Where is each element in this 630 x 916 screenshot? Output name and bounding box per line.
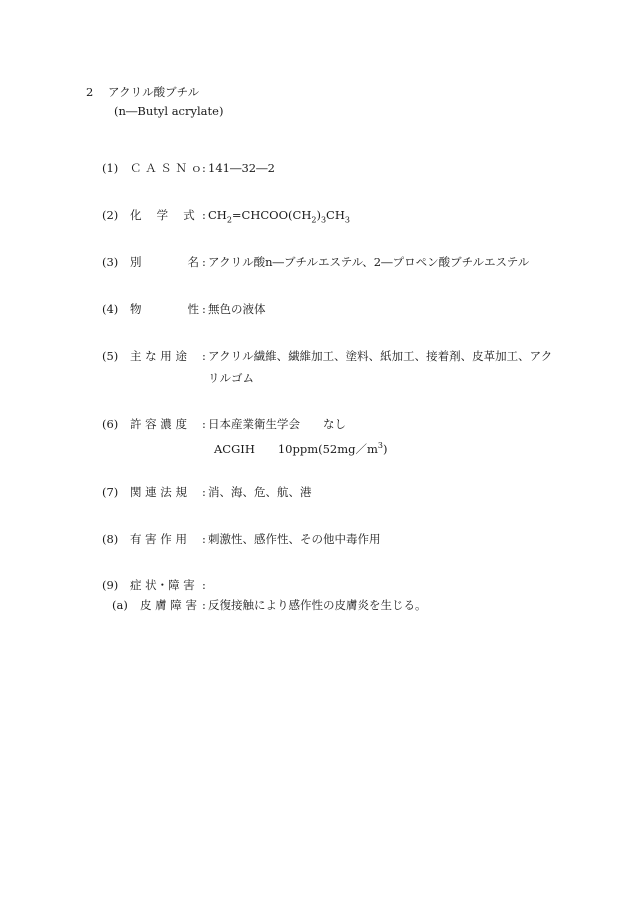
item-label: 症 状・障 害 — [130, 578, 195, 592]
item-value: アクリル繊維、繊維加工、塗料、紙加工、接着剤、皮革加工、アクリルゴム — [208, 349, 553, 385]
acgih-limit: ACGIH $10ppm(52mg/m^3)$ — [214, 441, 388, 456]
item-label: 物 性 — [130, 302, 199, 316]
item-label: 主 な 用 途 — [130, 349, 187, 363]
item-index: (2) — [102, 208, 119, 222]
item-value: 刺激性、感作性、その他中毒作用 — [208, 532, 381, 546]
item-value — [208, 413, 558, 460]
item-label: 有 害 作 用 — [130, 532, 187, 546]
section-number: 2 — [86, 85, 94, 99]
item-index: (9) — [102, 578, 119, 592]
section-heading — [86, 84, 199, 100]
item-synonyms: (3) 別 名 : アクリル酸n―ブチルエステル、2―プロペン酸ブチルエステル — [102, 251, 529, 273]
subitem-index: (a) — [112, 598, 128, 612]
item-chemical-formula: (2) 化 学 式 : $CH_2=CHCOO(CH_2)_3CH_3$ — [102, 204, 558, 231]
item-index: (4) — [102, 302, 119, 316]
item-main-uses: (5) 主 な 用 途 : アクリル繊維、繊維加工、塗料、紙加工、接着剤、皮革加工、アクリルゴム — [102, 345, 553, 389]
subitem-value: 反復接触により感作性の皮膚炎を生じる。 — [208, 598, 427, 612]
item-label: Ｃ Ａ Ｓ Ｎ ｏ — [130, 161, 203, 175]
subitem-skin-disorder: (a) 皮 膚 障 害 : 反復接触により感作性の皮膚炎を生じる。 — [112, 594, 427, 616]
item-value: 消、海、危、航、港 — [208, 485, 312, 499]
item-index: (5) — [102, 349, 119, 363]
item-index: (7) — [102, 485, 119, 499]
item-exposure-limit: (6) 許 容 濃 度 : 日本産業衛生学会 なし ACGIH $10ppm(52mg/m^3)$ — [102, 413, 558, 460]
item-properties: (4) 物 性 : 無色の液体 — [102, 298, 558, 320]
section-english-name: (n―Butyl acrylate) — [114, 104, 224, 118]
item-value: アクリル酸n―ブチルエステル、2―プロペン酸ブチルエステル — [208, 255, 530, 269]
chemical-formula: $CH_2=CHCOO(CH_2)_3CH_3$ — [208, 208, 350, 225]
item-index: (8) — [102, 532, 119, 546]
item-symptoms: (9) 症 状・障 害 : — [102, 574, 208, 596]
item-related-laws: (7) 関 連 法 規 : 消、海、危、航、港 — [102, 481, 558, 503]
item-harmful-effects: (8) 有 害 作 用 : 刺激性、感作性、その他中毒作用 — [102, 528, 558, 550]
item-index: (6) — [102, 417, 119, 431]
jsoh-limit: 日本産業衛生学会 なし — [208, 417, 346, 431]
subitem-label: 皮 膚 障 害 — [140, 598, 197, 612]
item-value: 141―32―2 — [208, 161, 275, 175]
item-index: (1) — [102, 161, 119, 175]
item-label: 関 連 法 規 — [130, 485, 187, 499]
item-index: (3) — [102, 255, 119, 269]
item-label: 許 容 濃 度 — [130, 417, 187, 431]
section-title: アクリル酸ブチル — [108, 85, 200, 99]
item-label: 別 名 — [130, 255, 199, 269]
item-label: 化 学 式 — [130, 208, 195, 222]
item-cas-no: (1) Ｃ Ａ Ｓ Ｎ ｏ: 141―32―2 — [102, 157, 558, 179]
item-value: 無色の液体 — [208, 302, 266, 316]
